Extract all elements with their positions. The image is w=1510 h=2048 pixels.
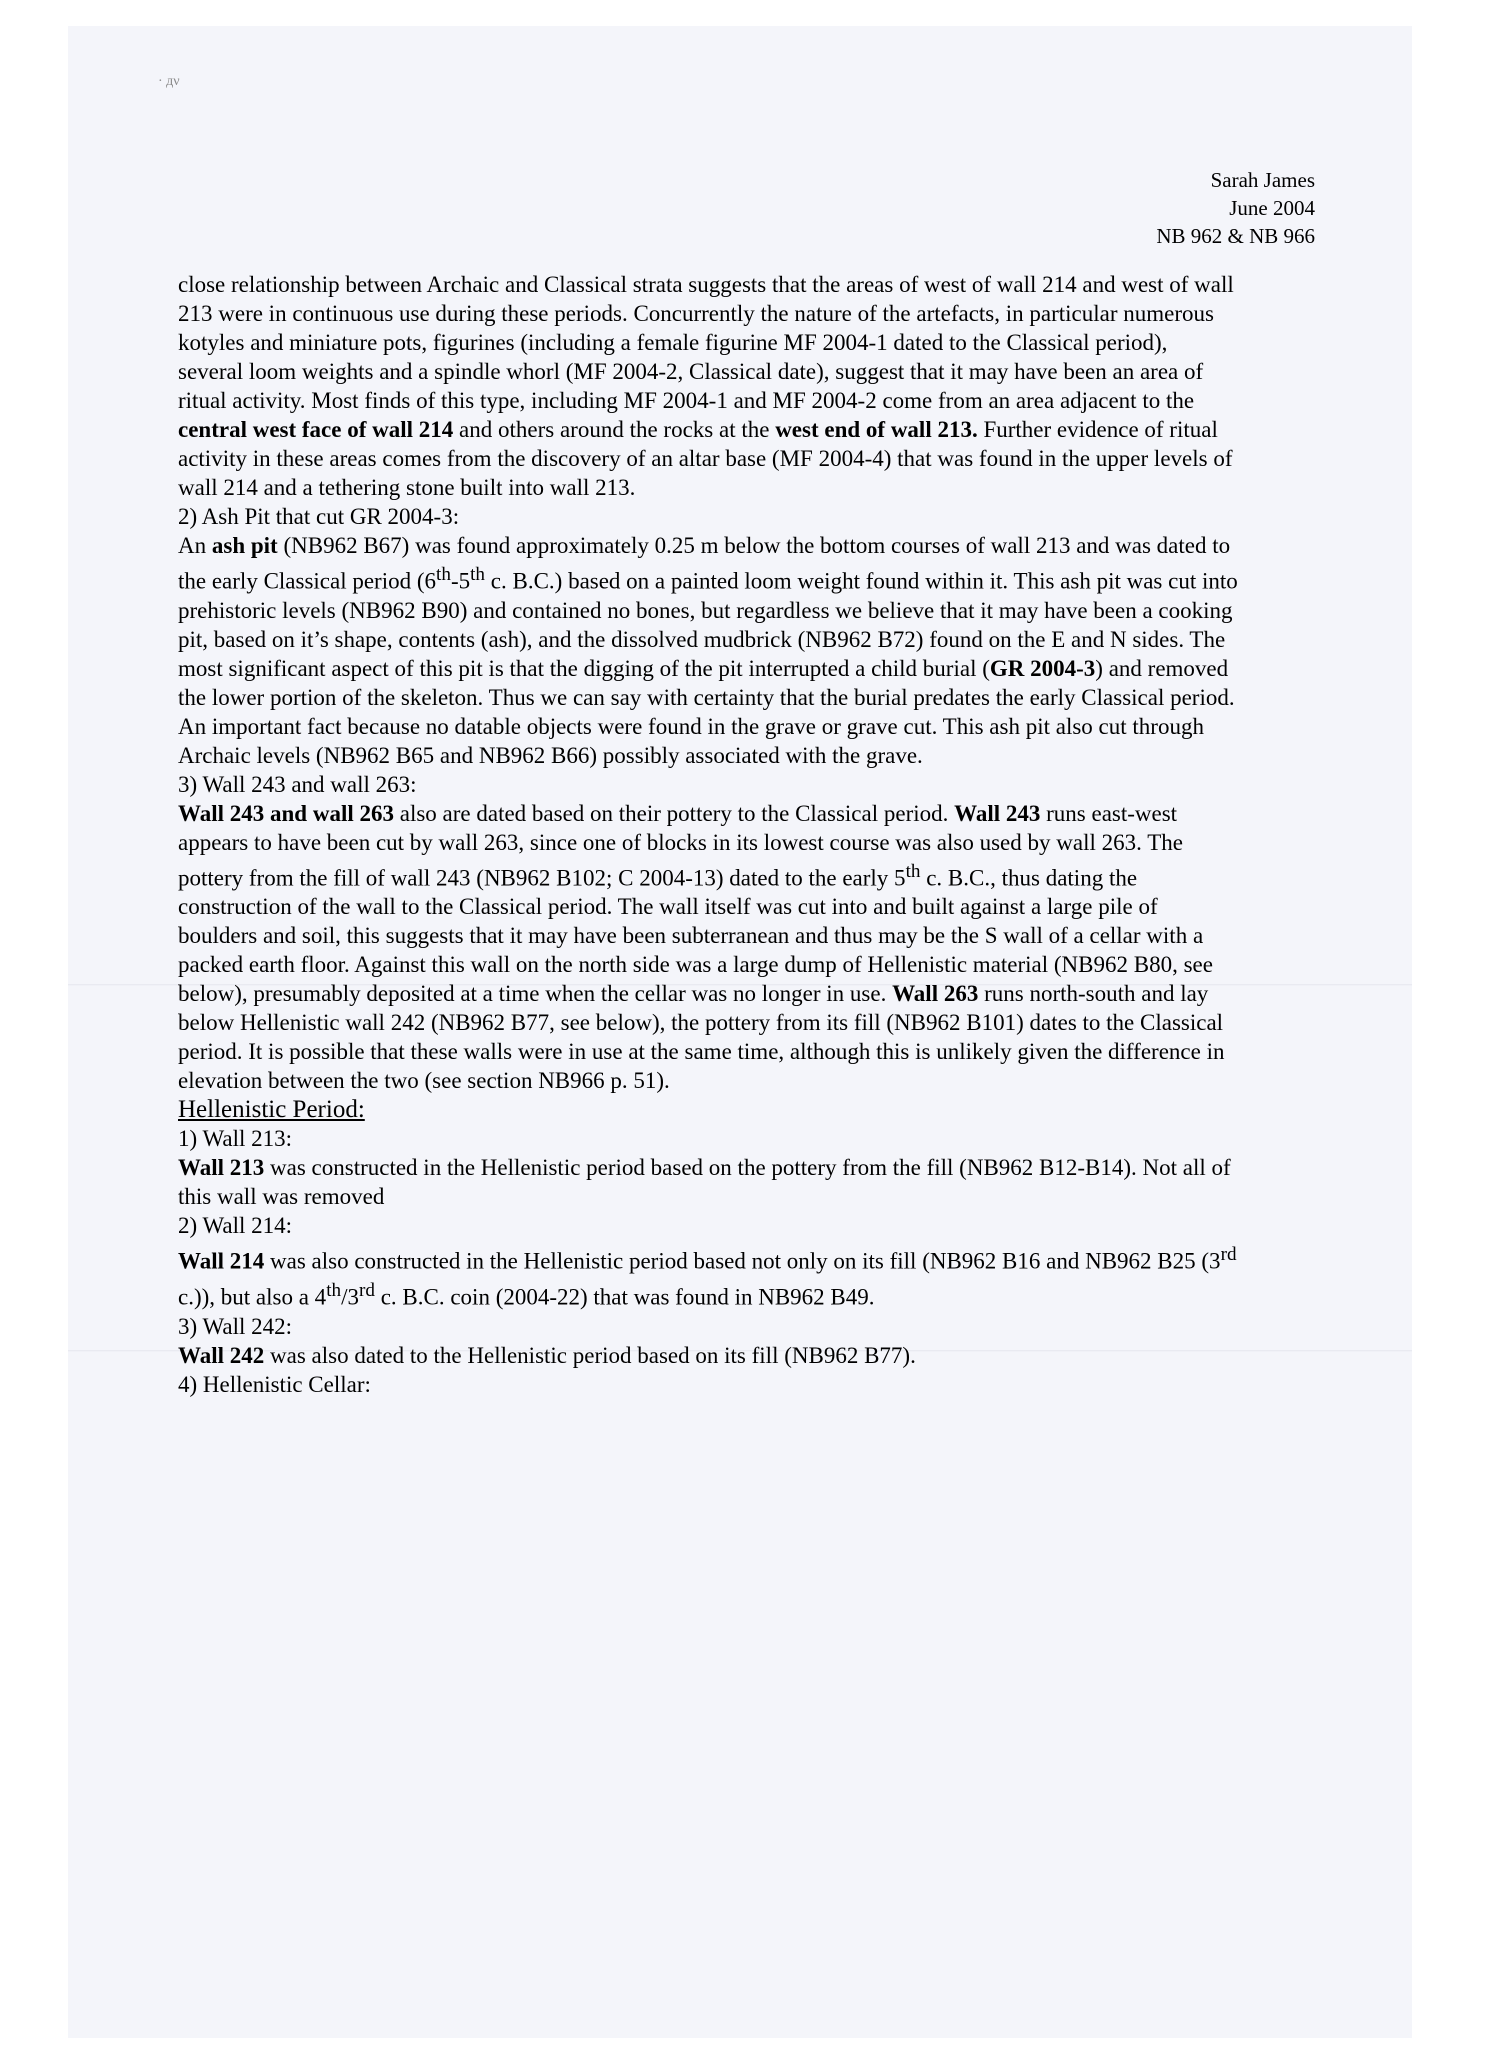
section-heading-wall-242: 3) Wall 242: [178,1313,292,1339]
paragraph-walls-243-263: Wall 243 and wall 263 also are dated based on their pottery to the Classical period. Wall 243 runs east-west appears to have been cut by wall 263, since one of blocks in its lowest course was also used by wall 263. The pottery from the fill of wall 243 (NB962 B102; C 2004-13) dated to the early 5th c. B.C., thus dating the construction of the wall to the Classical period. The wall itself was cut into and built against a large pile of boulders and soil, this suggests that it may have been subterranean and thus may be the S wall of a cellar with a packed earth floor. Against this wall on the north side was a large dump of Hellenistic material (NB962 B80, see below), presumably deposited at a time when the cellar was no longer in use. Wall 263 runs north-south and lay below Hellenistic wall 242 (NB962 B77, see below), the pottery from its fill (NB962 B101) dates to the Classical period. It is possible that these walls were in use at the same time, although this is unlikely given the difference in elevation between the two (see section NB966 p. 51). [178,800,1225,1094]
paragraph-wall-242: Wall 242 was also dated to the Hellenistic period based on its fill (NB962 B77). [178,1342,916,1368]
paragraph-archaic-classical: close relationship between Archaic and Classical strata suggests that the areas of west of wall 214 and west of wall 213 were in continuous use during these periods. Concurrently the nature of the artefacts, in particular numerous kotyles and miniature pots, figurines (including a female figurine MF 2004-1 dated to the Classical period), several loom weights and a spindle whorl (MF 2004-2, Classical date), suggest that it may have been an area of ritual activity. Most finds of this type, including MF 2004-1 and MF 2004-2 come from an area adjacent to the central west face of wall 214 and others around the rocks at the west end of wall 213. Further evidence of ritual activity in these areas comes from the discovery of an altar base (MF 2004-4) that was found in the upper levels of wall 214 and a tethering stone built into wall 213. [178,272,1234,500]
hellenistic-period-title: Hellenistic Period: [178,1096,365,1124]
paragraph-ash-pit: An ash pit (NB962 B67) was found approximately 0.25 m below the bottom courses of wall 213 and was dated to the early Classical period (6th-5th c. B.C.) based on a painted loom weight found within it. This ash pit was cut into prehistoric levels (NB962 B90) and contained no bones, but regardless we believe that it may have been a cooking pit, based on it’s shape, contents (ash), and the dissolved mudbrick (NB962 B72) found on the E and N sides. The most significant aspect of this pit is that the digging of the pit interrupted a child burial (GR 2004-3) and removed the lower portion of the skeleton. Thus we can say with certainty that the burial predates the early Classical period. An important fact because no datable objects were found in the grave or grave cut. This ash pit also cut through Archaic levels (NB962 B65 and NB962 B66) possibly associated with the grave. [178,533,1238,768]
stray-mark: · дν [158,74,180,89]
document-header [1156,166,1315,250]
section-heading-walls-243-263: 3) Wall 243 and wall 263: [178,771,417,797]
paragraph-wall-213: Wall 213 was constructed in the Hellenistic period based on the pottery from the fill (NB962 B12-B14). Not all of this wall was removed [178,1155,1231,1210]
paragraph-wall-214: Wall 214 was also constructed in the Hellenistic period based not only on its fill (NB962 B16 and NB962 B25 (3rd c.)), but also a 4th/3rd c. B.C. coin (2004-22) that was found in NB962 B49. [178,1244,1237,1310]
section-heading-hellenistic-cellar: 4) Hellenistic Cellar: [178,1371,371,1397]
section-heading-wall-214: 2) Wall 214: [178,1213,292,1239]
document-date: June 2004 [1229,196,1315,220]
document-body [178,270,1238,1399]
section-heading-ash-pit: 2) Ash Pit that cut GR 2004-3: [178,504,460,529]
notebook-reference: NB 962 & NB 966 [1156,224,1315,248]
section-heading-wall-213: 1) Wall 213: [178,1126,292,1152]
author-name: Sarah James [1210,168,1315,192]
